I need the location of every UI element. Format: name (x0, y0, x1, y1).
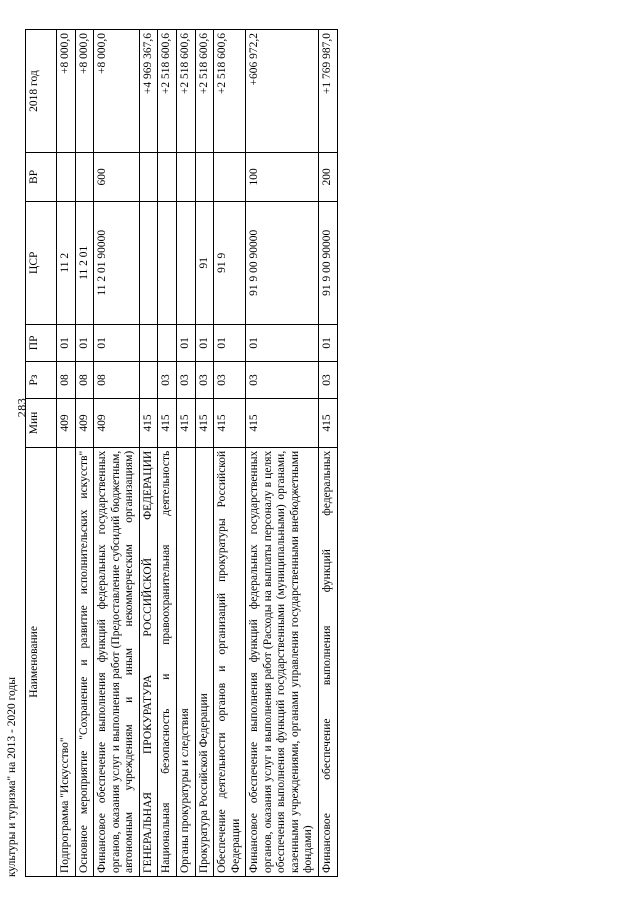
table-row (57, 30, 76, 877)
row-min: 415 (195, 399, 214, 448)
row-pr: 01 (94, 324, 140, 361)
row-csr: 91 9 (214, 201, 246, 324)
row-vr (214, 153, 246, 202)
row-min: 409 (94, 399, 140, 448)
row-pr (139, 324, 158, 361)
row-sum: +8 000,0 (75, 30, 94, 153)
row-sum: +606 972,2 (246, 30, 319, 153)
row-pr: 01 (214, 324, 246, 361)
row-vr: 200 (319, 153, 338, 202)
row-csr: 91 9 00 90000 (319, 201, 338, 324)
row-vr (158, 153, 177, 202)
row-sum: +2 518 600,6 (176, 30, 195, 153)
row-rz: 03 (176, 361, 195, 398)
row-name: Финансовое обеспечение выполнения функций федеральных (319, 447, 338, 876)
row-sum: +4 969 367,6 (139, 30, 158, 153)
row-rz: 08 (94, 361, 140, 398)
row-name: Финансовое обеспечение выполнения функций федеральных государственных органов, оказания услуг и выполнения работ (Расходы на выплаты персоналу в целях обеспечения выполнения функций государственными (муниципальными) органами, казенными учреждениями, органами управления государственными внебюджетными фондами) (246, 447, 319, 876)
row-sum: +8 000,0 (57, 30, 76, 153)
row-name: ГЕНЕРАЛЬНАЯ ПРОКУРАТУРА РОССИЙСКОЙ ФЕДЕРАЦИИ (139, 447, 158, 876)
row-rz: 08 (75, 361, 94, 398)
row-rz: 03 (195, 361, 214, 398)
budget-table (25, 29, 338, 877)
row-csr: 11 2 (57, 201, 76, 324)
table-row (176, 30, 195, 877)
row-sum: +8 000,0 (94, 30, 140, 153)
row-csr (139, 201, 158, 324)
row-vr (75, 153, 94, 202)
table-row (75, 30, 94, 877)
row-pr (158, 324, 177, 361)
row-pr: 01 (75, 324, 94, 361)
row-vr: 600 (94, 153, 140, 202)
row-pr: 01 (246, 324, 319, 361)
row-name: Прокуратура Российской Федерации (195, 447, 214, 876)
row-pr: 01 (176, 324, 195, 361)
row-vr (139, 153, 158, 202)
row-name: Национальная безопасность и правоохранительная деятельность (158, 447, 177, 876)
table-header-row (26, 30, 57, 877)
row-vr (57, 153, 76, 202)
table-row (195, 30, 214, 877)
row-name: Основное мероприятие "Сохранение и развитие исполнительских искусств" (75, 447, 94, 876)
column-header-pr: ПР (26, 324, 57, 361)
row-rz: 03 (214, 361, 246, 398)
row-min: 409 (57, 399, 76, 448)
row-csr: 11 2 01 90000 (94, 201, 140, 324)
column-header-vr: ВР (26, 153, 57, 202)
page-number: 283 (14, 397, 29, 418)
row-sum: +1 769 987,0 (319, 30, 338, 153)
row-sum: +2 518 600,6 (214, 30, 246, 153)
row-rz: 08 (57, 361, 76, 398)
row-vr (176, 153, 195, 202)
row-min: 415 (176, 399, 195, 448)
row-rz: 03 (319, 361, 338, 398)
row-min: 415 (158, 399, 177, 448)
table-row (246, 30, 319, 877)
row-csr (176, 201, 195, 324)
row-csr (158, 201, 177, 324)
row-rz: 03 (246, 361, 319, 398)
row-pr: 01 (57, 324, 76, 361)
row-name: Финансовое обеспечение выполнения функций федеральных государственных органов, оказания услуг и выполнения работ (Предоставление субсидий бюджетным, автономным учреждениям и иным некоммерческим организациям) (94, 447, 140, 876)
row-vr: 100 (246, 153, 319, 202)
row-csr: 11 2 01 (75, 201, 94, 324)
column-header-rz: Рз (26, 361, 57, 398)
row-csr: 91 (195, 201, 214, 324)
table-row (319, 30, 338, 877)
row-vr (195, 153, 214, 202)
table-body (57, 30, 338, 877)
column-header-csr: ЦСР (26, 201, 57, 324)
row-name: Обеспечение деятельности органов и организаций прокуратуры Российской Федерации (214, 447, 246, 876)
pre-table-text: культуры и туризма" на 2013 - 2020 годы (6, 676, 18, 877)
column-header-min: Мин (26, 399, 57, 448)
row-sum: +2 518 600,6 (158, 30, 177, 153)
row-pr: 01 (319, 324, 338, 361)
row-rz (139, 361, 158, 398)
row-name: Органы прокуратуры и следствия (176, 447, 195, 876)
row-pr: 01 (195, 324, 214, 361)
table-row (214, 30, 246, 877)
table-row (94, 30, 140, 877)
table-row (139, 30, 158, 877)
row-name: Подпрограмма "Искусство" (57, 447, 76, 876)
row-min: 415 (319, 399, 338, 448)
row-sum: +2 518 600,6 (195, 30, 214, 153)
row-min: 415 (139, 399, 158, 448)
row-rz: 03 (158, 361, 177, 398)
row-csr: 91 9 00 90000 (246, 201, 319, 324)
row-min: 409 (75, 399, 94, 448)
column-header-name: Наименование (26, 447, 57, 876)
row-min: 415 (214, 399, 246, 448)
row-min: 415 (246, 399, 319, 448)
table-row (158, 30, 177, 877)
column-header-year: 2018 год (26, 30, 57, 153)
